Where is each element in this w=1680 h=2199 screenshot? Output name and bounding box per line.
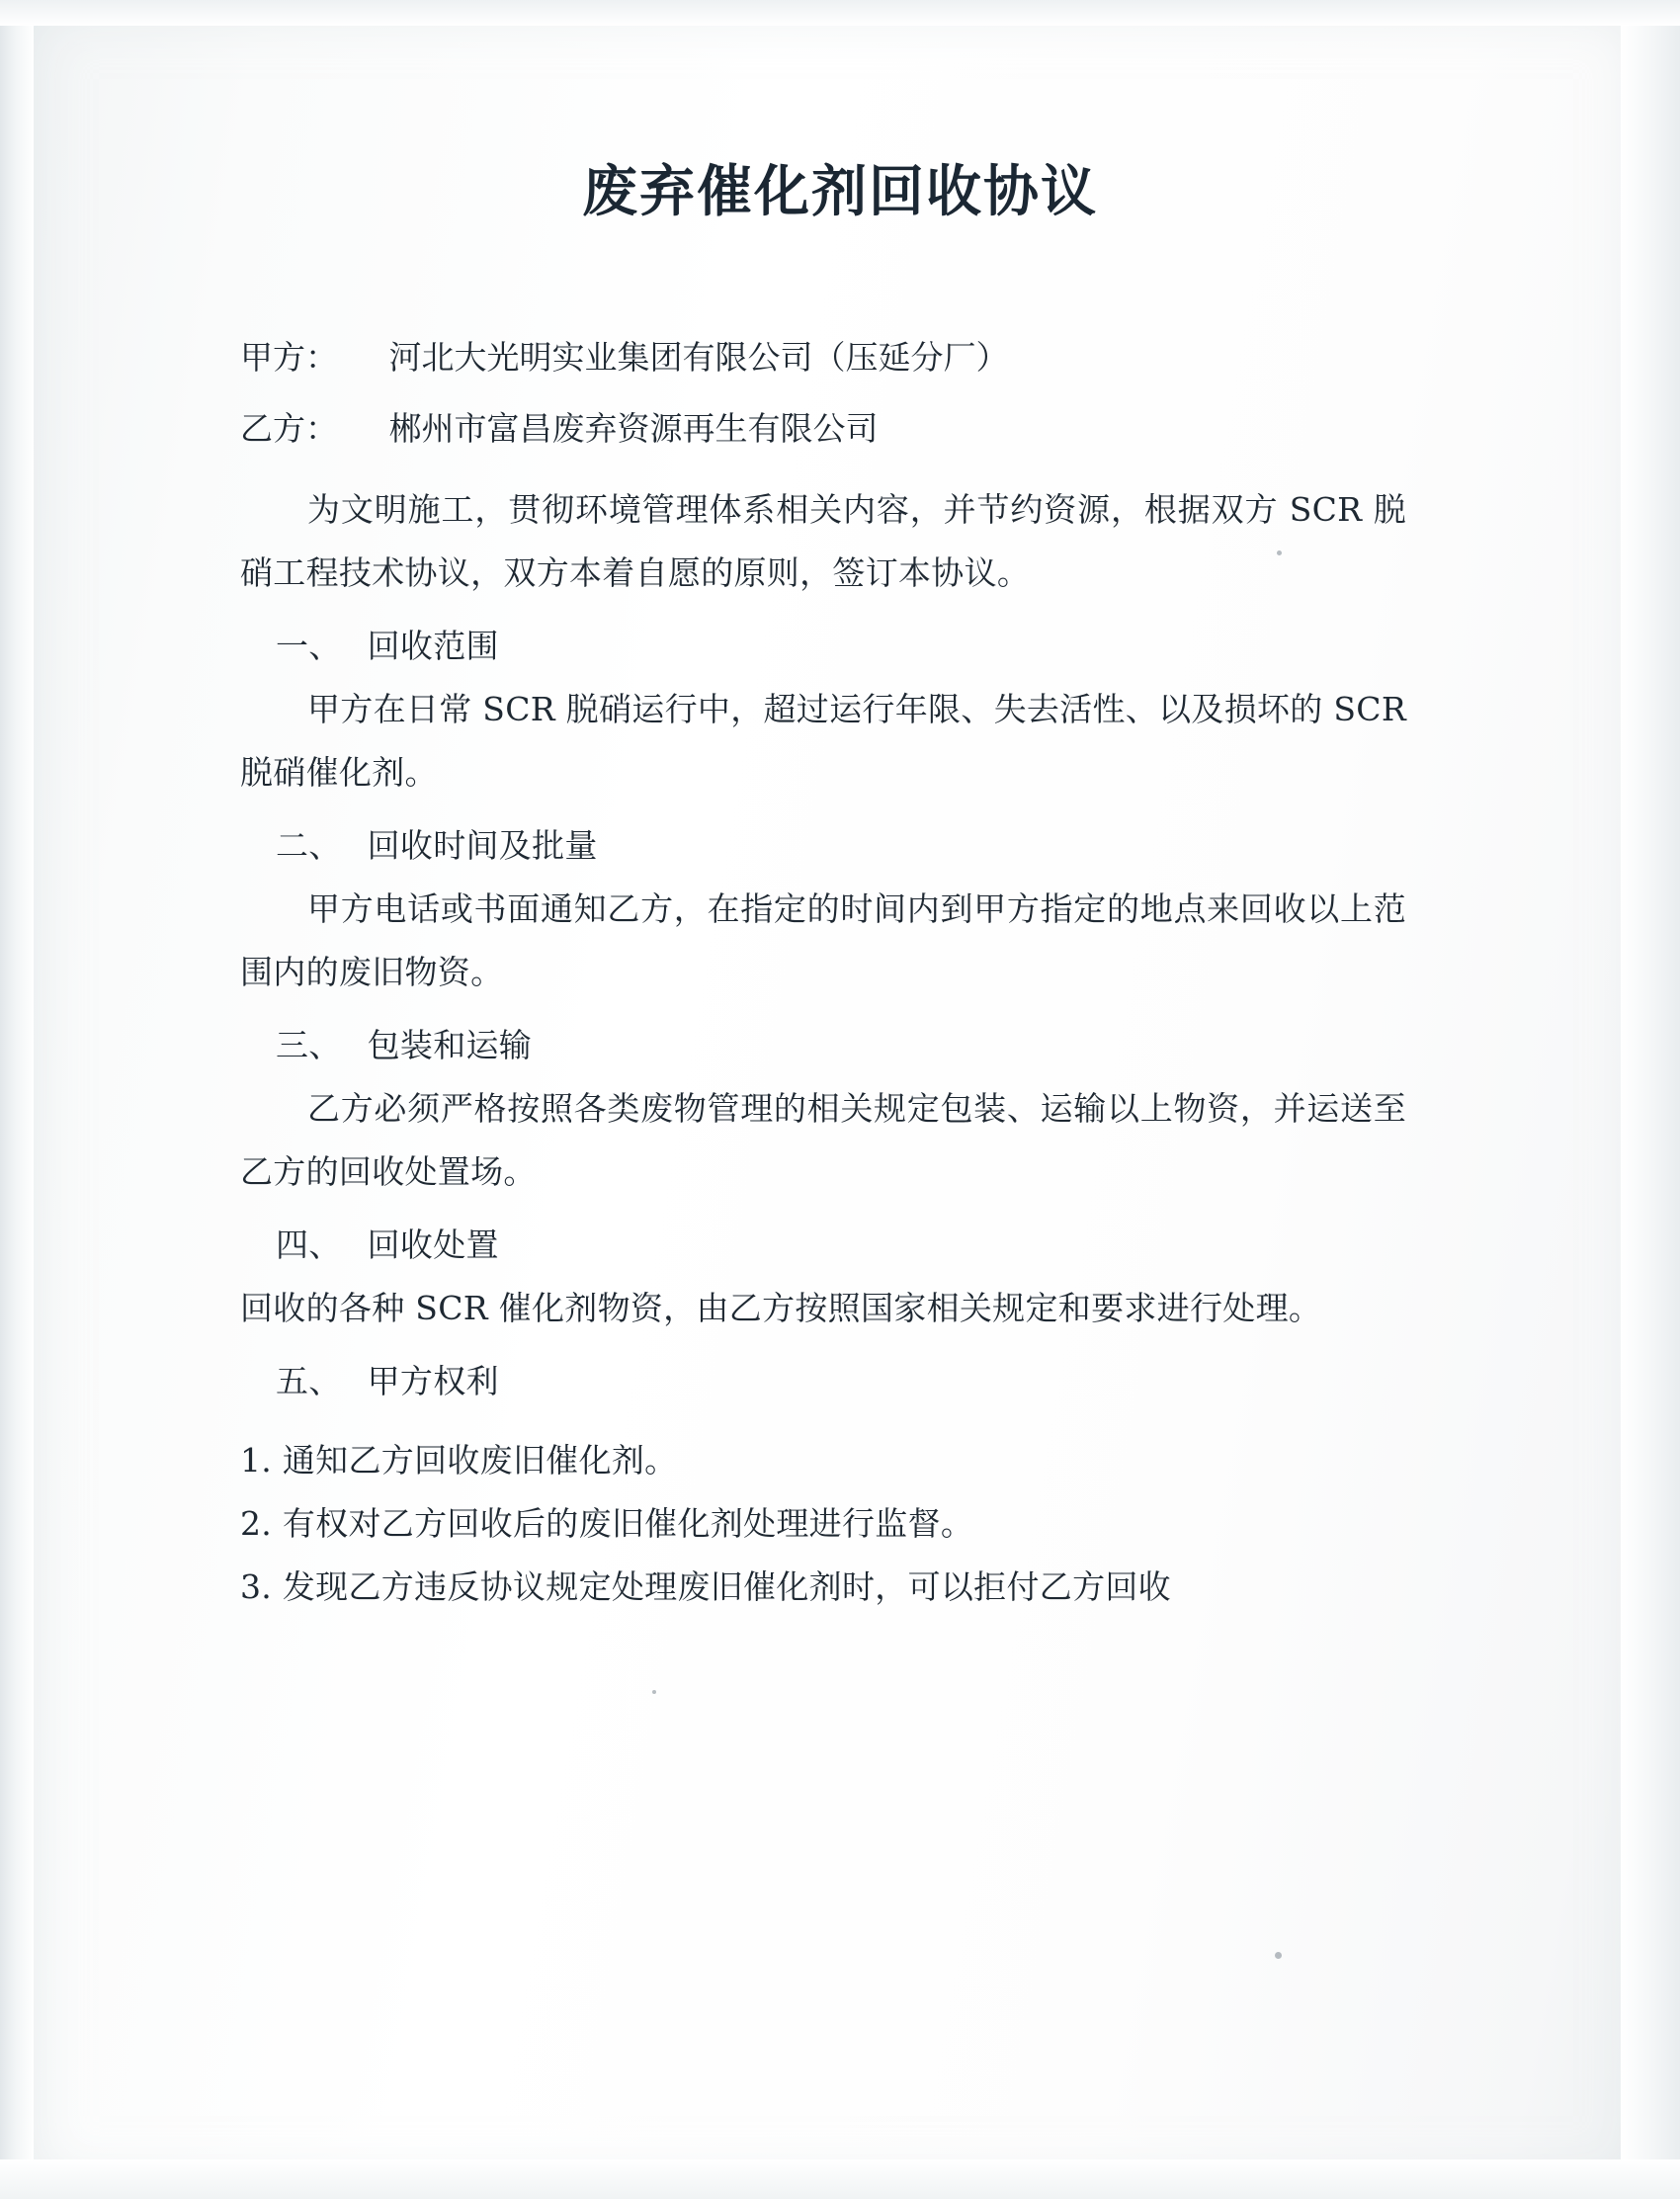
section-4-body: 回收的各种 SCR 催化剂物资，由乙方按照国家相关规定和要求进行处理。 <box>240 1289 1322 1327</box>
section-2-body: 甲方电话或书面通知乙方，在指定的时间内到甲方指定的地点来回收以上范围内的废旧物资。 <box>240 889 1406 991</box>
party-b-label: 乙方： <box>240 409 338 448</box>
preamble-paragraph: 为文明施工，贯彻环境管理体系相关内容，并节约资源，根据双方 SCR 脱硝工程技术协议，双方本着自愿的原则，签订本协议。 <box>240 490 1406 592</box>
section-2-title: 回收时间及批量 <box>367 826 598 865</box>
section-5-heading <box>240 1350 1406 1413</box>
page-title: 废弃催化剂回收协议 <box>582 160 1098 224</box>
section-4-title: 回收处置 <box>367 1226 499 1264</box>
section-3-title: 包装和运输 <box>367 1026 533 1064</box>
section-4-number: 四、 <box>276 1226 342 1264</box>
section-3-heading <box>240 1014 1406 1077</box>
section-1-number: 一、 <box>276 627 342 665</box>
rights-item-3: 3. 发现乙方违反协议规定处理废旧催化剂时，可以拒付乙方回收 <box>240 1567 1171 1606</box>
section-2-number: 二、 <box>276 826 342 865</box>
section-3-number: 三、 <box>276 1026 342 1064</box>
rights-item-2: 2. 有权对乙方回收后的废旧催化剂处理进行监督。 <box>240 1504 974 1543</box>
section-1-heading <box>240 615 1406 678</box>
section-1-body: 甲方在日常 SCR 脱硝运行中，超过运行年限、失去活性、以及损坏的 SCR 脱硝催化剂。 <box>240 690 1406 792</box>
document-body <box>240 326 1406 1619</box>
party-a-label: 甲方： <box>240 338 338 377</box>
party-b-value: 郴州市富昌废弃资源再生有限公司 <box>388 409 879 448</box>
section-5-number: 五、 <box>276 1362 342 1400</box>
section-1-title: 回收范围 <box>367 627 499 665</box>
section-2-heading <box>240 814 1406 878</box>
party-b-row <box>240 397 1406 461</box>
party-a-row <box>240 326 1406 389</box>
party-a-value: 河北大光明实业集团有限公司（压延分厂） <box>388 338 1009 377</box>
rights-item-1: 1. 通知乙方回收废旧催化剂。 <box>240 1441 678 1480</box>
section-5-title: 甲方权利 <box>367 1362 499 1400</box>
section-3-body: 乙方必须严格按照各类废物管理的相关规定包装、运输以上物资，并运送至乙方的回收处置场。 <box>240 1089 1406 1191</box>
section-4-heading <box>240 1214 1406 1277</box>
